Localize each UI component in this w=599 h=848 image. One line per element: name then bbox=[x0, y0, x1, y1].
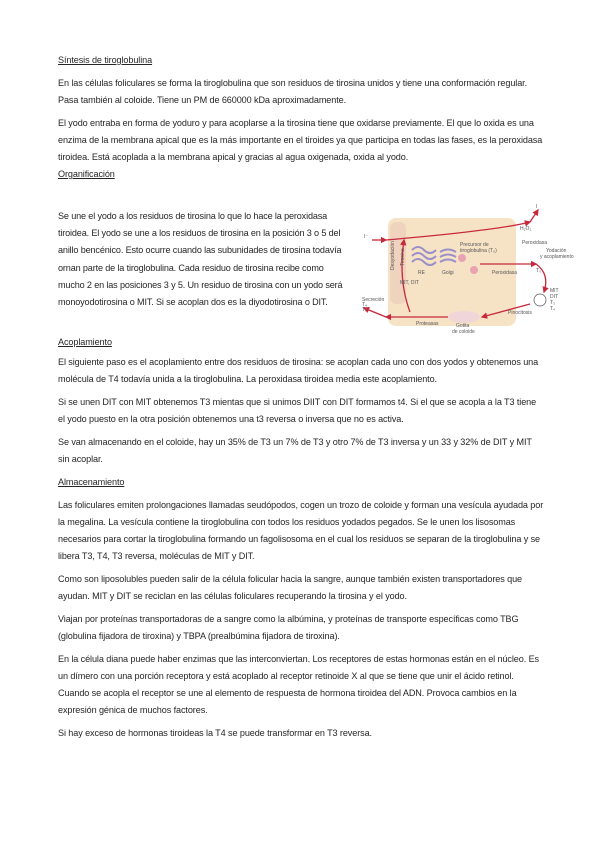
paragraph-almacenamiento-5: Si hay exceso de hormonas tiroideas la T4 se puede transformar en T3 reversa. bbox=[58, 728, 372, 738]
label-t4-right: T₄ bbox=[550, 306, 556, 312]
heading-sintesis: Síntesis de tiroglobulina bbox=[58, 55, 153, 65]
label-pinocitosis: Pinocitosis bbox=[508, 310, 532, 316]
heading-organificacion: Organificación bbox=[58, 169, 115, 179]
label-tirosina: Tirosina bbox=[400, 248, 406, 266]
paragraph-organificacion-1: Se une el yodo a los residuos de tirosina lo que lo hace la peroxidasa tiroidea. El yodo se une a los residuos de tirosina en la posición 3 o 5 del anillo bencénico. Esto ocurre cuando las subunidades de tirosina todavía ornan parte de la tiroglobulina. Cada residuo de tirosina recibe como mucho 2 en las posiciones 3 y 5. Un residuo de tirosina con un yodo será monoyodotirosina o MIT. Si se acoplan dos es la diyodotirosina o DIT. bbox=[58, 211, 343, 308]
label-tiroglobulina: tiroglobulina (T₀) bbox=[460, 248, 497, 254]
label-mit: MIT bbox=[550, 288, 559, 294]
receptor-circle bbox=[534, 294, 546, 306]
heading-almacenamiento: Almacenamiento bbox=[58, 477, 125, 487]
label-desyodacion: Desyodación bbox=[390, 241, 396, 270]
arrow-oxidation bbox=[530, 210, 538, 222]
paragraph-acoplamiento-2: Si se unen DIT con MIT obtenemos T3 mientas que si unimos DIIT con DIT formamos t4. Si el que se acopla a la T3 tiene el yodo puesto en la otra posición obtenemos una t3 reversa o inversa que no es activa. bbox=[58, 397, 537, 424]
label-iodide: I⁻ bbox=[364, 234, 369, 240]
label-iodide-top: I bbox=[536, 204, 538, 210]
label-precursor: Precursor de bbox=[460, 242, 489, 248]
label-t4-left: T₄ bbox=[362, 302, 368, 308]
label-peroxidasa-top: Peroxidasa bbox=[522, 240, 548, 246]
paragraph-sintesis-1: En las células foliculares se forma la tiroglobulina que son residuos de tirosina unidos y tiene una conformación regular. Pasa también al coloide. Tiene un PM de 660000 kDa aproximadamente. bbox=[58, 78, 528, 105]
figure-svg bbox=[360, 200, 578, 336]
heading-acoplamiento: Acoplamiento bbox=[58, 337, 112, 347]
label-t3-right: T₃ bbox=[550, 300, 556, 306]
vesicle-shape bbox=[458, 254, 466, 262]
label-y-acoplamiento: y acoplamiento bbox=[540, 254, 574, 260]
paragraph-almacenamiento-2: Como son liposolubles pueden salir de la célula folicular hacia la sangre, aunque también existen transportadores que ayudan. MIT y DIT se reciclan en las células foliculares recuperando la tirosina y el yodo. bbox=[58, 574, 522, 601]
document-body bbox=[58, 52, 544, 183]
paragraph-almacenamiento-3: Viajan por proteínas transportadoras de a sangre como la albúmina, y proteínas de transporte específicas como TBG (globulina fijadora de tiroxina) y TBPA (prealbúmina fijadora de tiroxina). bbox=[58, 614, 519, 641]
label-mit-dit-left: MIT, DIT bbox=[400, 280, 419, 286]
vesicle-shape-2 bbox=[470, 266, 478, 274]
label-tg: T₀ bbox=[536, 268, 542, 274]
paragraph-sintesis-2: El yodo entraba en forma de yoduro y para acoplarse a la tirosina tiene que oxidarse previamente. El que lo oxida es una enzima de la membrana apical que es la más importante en el tiroides ya que participa en todas las fases, es la peroxidasa tiroidea. Está acoplada a la membrana apical y gracias al agua oxigenada, oxida al yodo. bbox=[58, 118, 543, 162]
label-h2o2: H₂O₂ bbox=[520, 226, 532, 232]
paragraph-acoplamiento-1: El siguiente paso es el acoplamiento entre dos residuos de tirosina: se acoplan cada uno con dos yodos y obtenemos una molécula de T4 todavía unida a la tiroglobulina. La peroxidasa tiroidea media este acoplamiento. bbox=[58, 357, 539, 384]
paragraph-almacenamiento-1: Las foliculares emiten prolongaciones llamadas seudópodos, cogen un trozo de coloide y forman una vesícula ayudada por la megalina. La vesícula contiene la tiroglobulina con todos los residuos yodados pegados. Se le unen los lisosomas necesarios para cortar la tiroglobulina formando un fagolisosoma en el cual los residuos se separan de la tiroglobulina y se libera T3, T4, T3 reversa, moléculas de MIT y DIT. bbox=[58, 500, 544, 561]
label-golgi: Golgi bbox=[442, 270, 454, 276]
colloid-droplet-shape bbox=[448, 311, 480, 323]
thyroid-hormone-synthesis-figure bbox=[360, 200, 578, 336]
label-dit: DIT bbox=[550, 294, 559, 300]
label-peroxidasa-mid: Peroxidasa bbox=[492, 270, 518, 276]
label-t3-left: T₃ bbox=[362, 307, 368, 313]
paragraph-acoplamiento-3: Se van almacenando en el coloide, hay un 35% de T3 un 7% de T3 y otro 7% de T3 inversa y un 33 y 32% de DIT y MIT sin acoplar. bbox=[58, 437, 532, 464]
label-yodacion: Yodación bbox=[546, 248, 567, 254]
label-proteasas: Proteasas bbox=[416, 321, 439, 327]
label-de-coloide: de coloide bbox=[452, 329, 475, 335]
label-secrecion: Secreción bbox=[362, 297, 385, 303]
label-gotita: Gotita bbox=[456, 323, 470, 329]
document-body-lower bbox=[58, 334, 544, 742]
label-re: RE bbox=[418, 270, 425, 276]
arrow-secrecion bbox=[364, 308, 386, 317]
organificacion-text bbox=[58, 208, 348, 311]
paragraph-almacenamiento-4: En la célula diana puede haber enzimas que las interconviertan. Los receptores de estas hormonas están en el núcleo. Es un dímero con una porción receptora y está acoplado al receptor retinoide X al que se tiene que unir el ácido retinol. Cuando se acopla el receptor se une al elemento de respuesta de hormona tiroidea del ADN. Provoca cambios en la expresión génica de muchos factores. bbox=[58, 654, 539, 715]
